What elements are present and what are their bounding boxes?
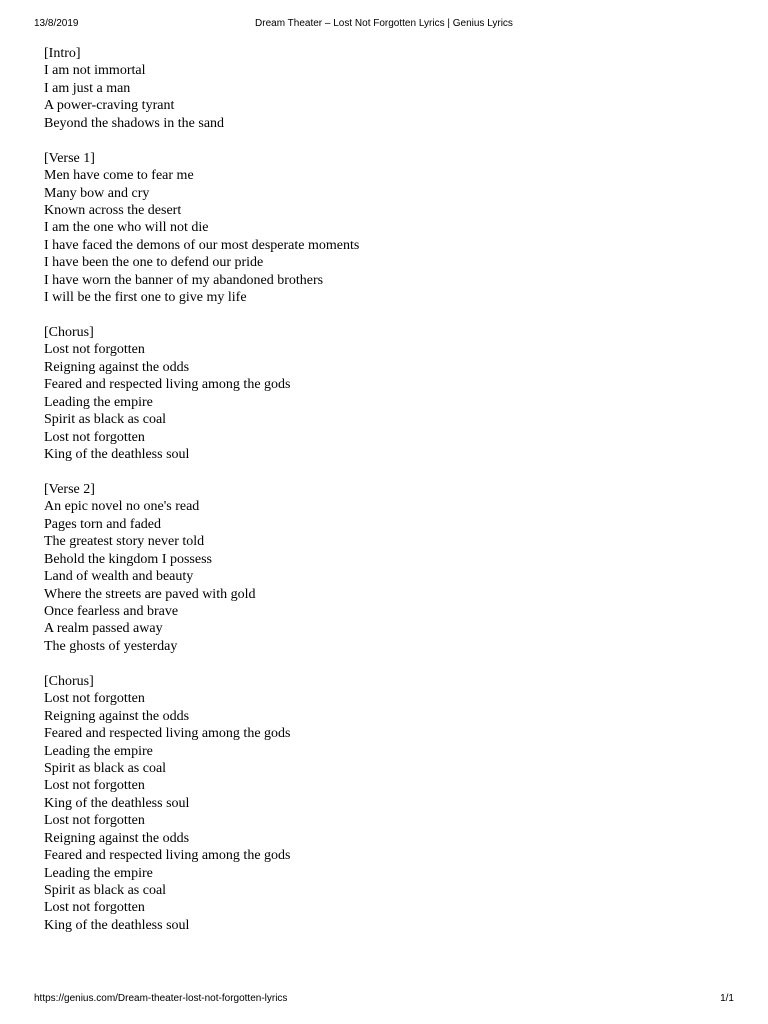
lyric-line: Land of wealth and beauty xyxy=(44,569,194,585)
lyric-line: King of the deathless soul xyxy=(44,447,190,463)
lyric-line: Leading the empire xyxy=(44,394,153,410)
section-label: [Verse 2] xyxy=(44,481,95,497)
lyric-line: Lost not forgotten xyxy=(44,429,145,445)
section-label: [Intro] xyxy=(44,46,81,61)
lyric-line: Feared and respected living among the gods xyxy=(44,848,291,864)
section-label: [Chorus] xyxy=(44,673,94,689)
print-date: 13/8/2019 xyxy=(34,18,79,29)
lyric-line: Reigning against the odds xyxy=(44,359,190,375)
lyric-line: The ghosts of yesterday xyxy=(44,638,178,654)
lyrics-body xyxy=(44,45,359,934)
lyric-line: I have worn the banner of my abandoned brothers xyxy=(44,272,324,288)
lyric-line: A realm passed away xyxy=(44,621,163,637)
page-title: Dream Theater – Lost Not Forgotten Lyrics | Genius Lyrics xyxy=(255,18,513,29)
lyric-line: Lost not forgotten xyxy=(44,900,145,916)
lyric-line: I am just a man xyxy=(44,80,131,96)
lyric-line: I have been the one to defend our pride xyxy=(44,255,264,271)
lyric-line: The greatest story never told xyxy=(44,534,205,550)
lyric-line: Spirit as black as coal xyxy=(44,760,167,776)
lyric-line: Lost not forgotten xyxy=(44,778,145,794)
lyric-line: I have faced the demons of our most desperate moments xyxy=(44,237,360,253)
lyric-line: A power-craving tyrant xyxy=(44,98,175,114)
page-number: 1/1 xyxy=(720,993,734,1004)
section-label: [Verse 1] xyxy=(44,150,95,166)
lyric-line: An epic novel no one's read xyxy=(44,499,200,515)
lyric-line: King of the deathless soul xyxy=(44,917,190,933)
lyric-line: I am not immortal xyxy=(44,63,146,79)
lyric-line: Lost not forgotten xyxy=(44,691,145,707)
stanza-gap xyxy=(44,655,359,672)
lyric-line: Leading the empire xyxy=(44,743,153,759)
lyric-line: Reigning against the odds xyxy=(44,708,190,724)
lyric-line: King of the deathless soul xyxy=(44,795,190,811)
lyric-line: Leading the empire xyxy=(44,865,153,881)
stanza-gap xyxy=(44,464,359,481)
lyric-line: Feared and respected living among the gods xyxy=(44,377,291,393)
lyric-line: Spirit as black as coal xyxy=(44,412,167,428)
lyric-line: Pages torn and faded xyxy=(44,516,162,532)
lyric-line: Men have come to fear me xyxy=(44,168,194,184)
stanza-gap xyxy=(44,307,359,324)
lyric-line: Reigning against the odds xyxy=(44,830,190,846)
lyric-line: I will be the first one to give my life xyxy=(44,290,247,306)
lyric-line: Lost not forgotten xyxy=(44,342,145,358)
lyric-line: Known across the desert xyxy=(44,202,182,218)
lyric-line: Once fearless and brave xyxy=(44,604,179,619)
section-label: [Chorus] xyxy=(44,325,94,340)
lyric-line: Many bow and cry xyxy=(44,185,150,201)
lyric-line: Lost not forgotten xyxy=(44,813,145,829)
lyric-line: Spirit as black as coal xyxy=(44,883,167,898)
lyric-line: Beyond the shadows in the sand xyxy=(44,115,225,131)
source-url: https://genius.com/Dream-theater-lost-not-forgotten-lyrics xyxy=(34,993,288,1004)
lyric-line: Behold the kingdom I possess xyxy=(44,551,212,567)
lyric-line: Feared and respected living among the gods xyxy=(44,726,291,742)
stanza-gap xyxy=(44,132,359,149)
lyric-line: I am the one who will not die xyxy=(44,220,209,236)
lyric-line: Where the streets are paved with gold xyxy=(44,586,256,602)
